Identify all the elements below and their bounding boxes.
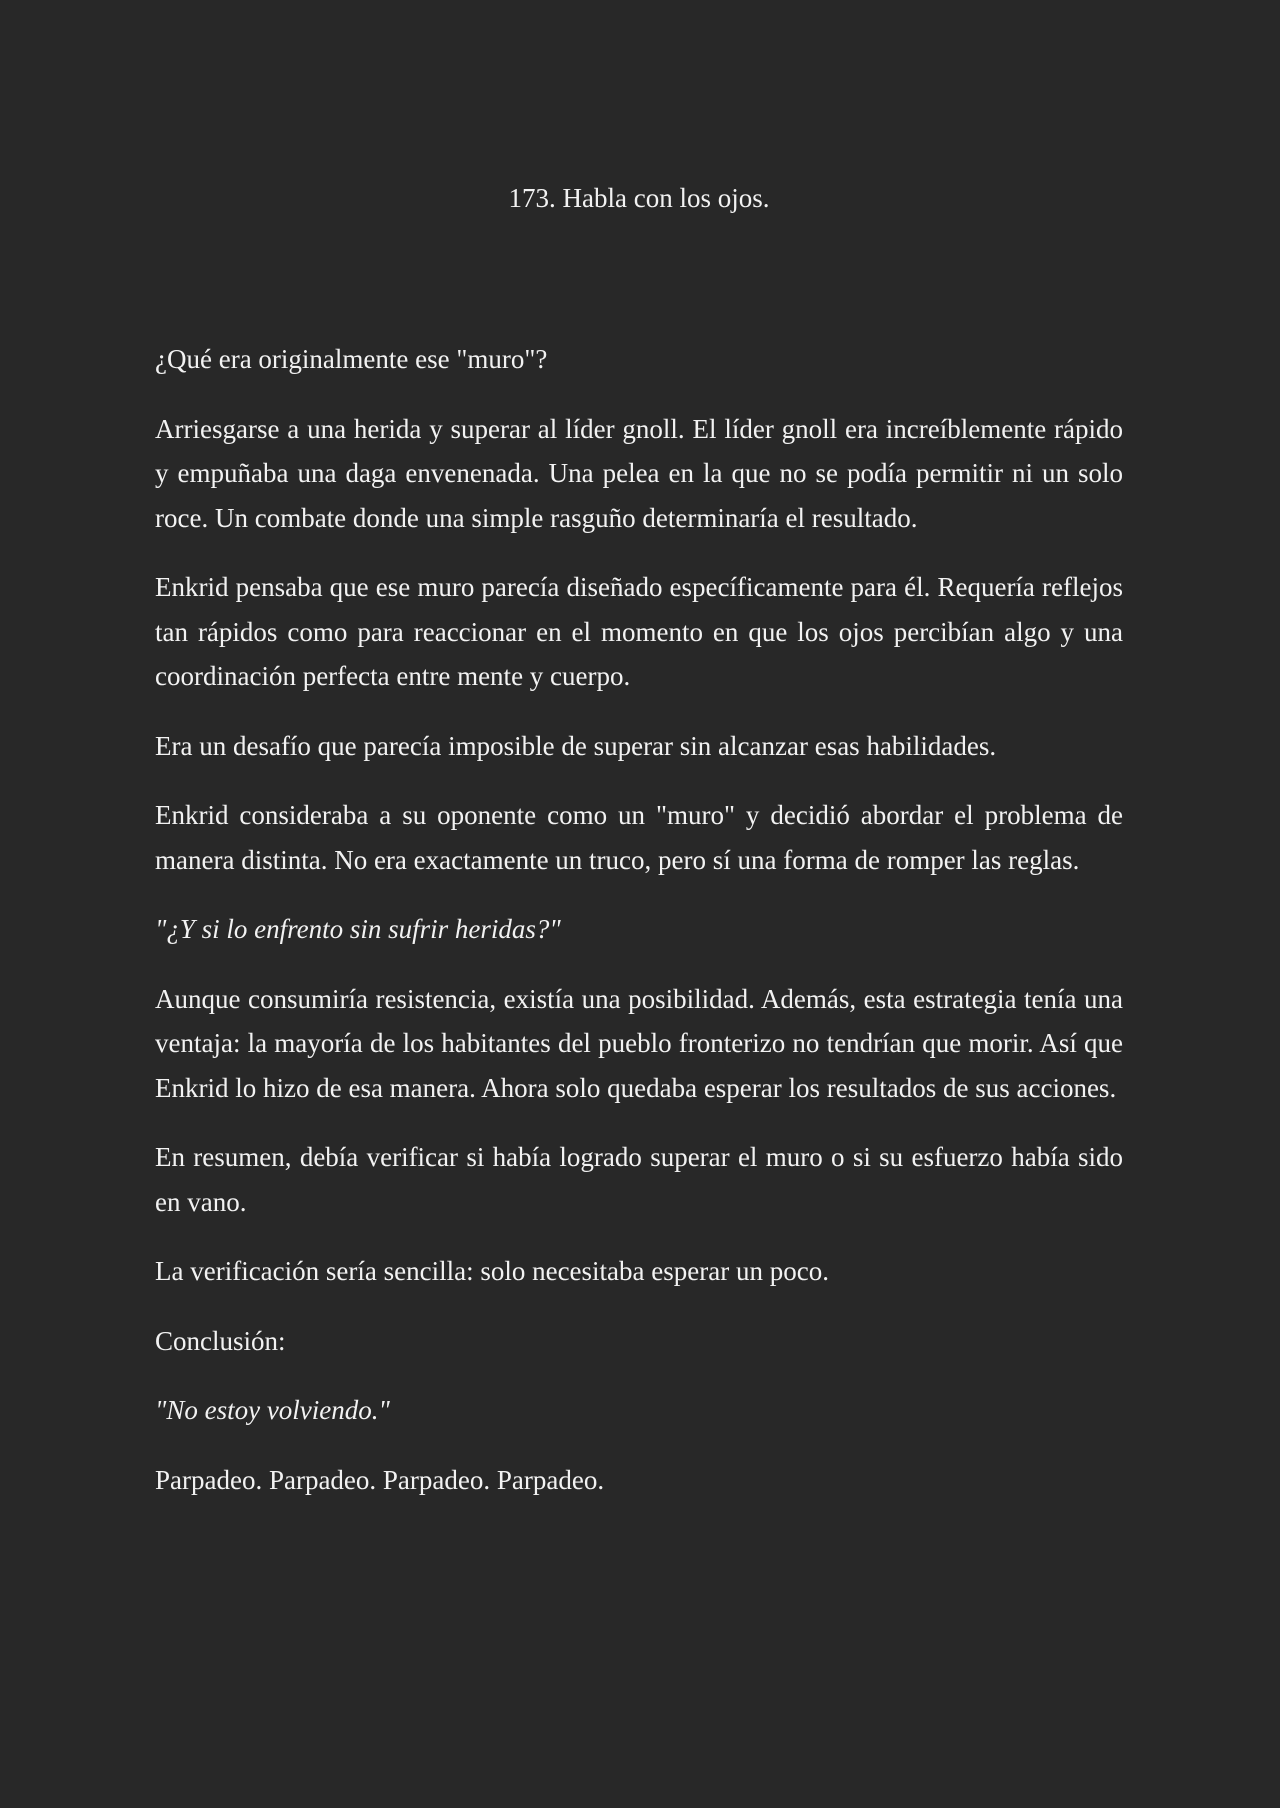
paragraph: ¿Qué era originalmente ese "muro"? [155, 344, 548, 374]
chapter-title: 173. Habla con los ojos. [508, 183, 770, 213]
paragraph: Enkrid consideraba a su oponente como un "muro" y decidió abordar el problema de manera distinta. No era exactamente un truco, pero sí una forma de romper las reglas. [155, 800, 1123, 875]
paragraph: Aunque consumiría resistencia, existía una posibilidad. Además, esta estrategia tenía una ventaja: la mayoría de los habitantes del pueblo fronterizo no tendrían que morir. Así que Enkrid lo hizo de esa manera. Ahora solo quedaba esperar los resultados de sus acciones. [155, 983, 1123, 1103]
paragraph-quote: "¿Y si lo enfrento sin sufrir heridas?" [155, 914, 561, 944]
paragraph: En resumen, debía verificar si había logrado superar el muro o si su esfuerzo había sido en vano. [155, 1142, 1123, 1217]
paragraph: Enkrid pensaba que ese muro parecía diseñado específicamente para él. Requería reflejos tan rápidos como para reaccionar en el momento en que los ojos percibían algo y una coordinación perfecta entre mente y cuerpo. [155, 572, 1123, 691]
paragraph: Arriesgarse a una herida y superar al líder gnoll. El líder gnoll era increíblemente rápido y empuñaba una daga envenenada. Una pelea en la que no se podía permitir ni un solo roce. Un combate donde una simple rasguño determinaría el resultado. [155, 413, 1123, 533]
paragraph: Conclusión: [155, 1325, 286, 1356]
chapter-body [155, 337, 1123, 1527]
paragraph-quote: "No estoy volviendo." [155, 1395, 390, 1425]
paragraph: Parpadeo. Parpadeo. Parpadeo. Parpadeo. [155, 1464, 605, 1495]
paragraph: Era un desafío que parecía imposible de superar sin alcanzar esas habilidades. [155, 730, 997, 761]
paragraph: La verificación sería sencilla: solo necesitaba esperar un poco. [155, 1256, 829, 1286]
